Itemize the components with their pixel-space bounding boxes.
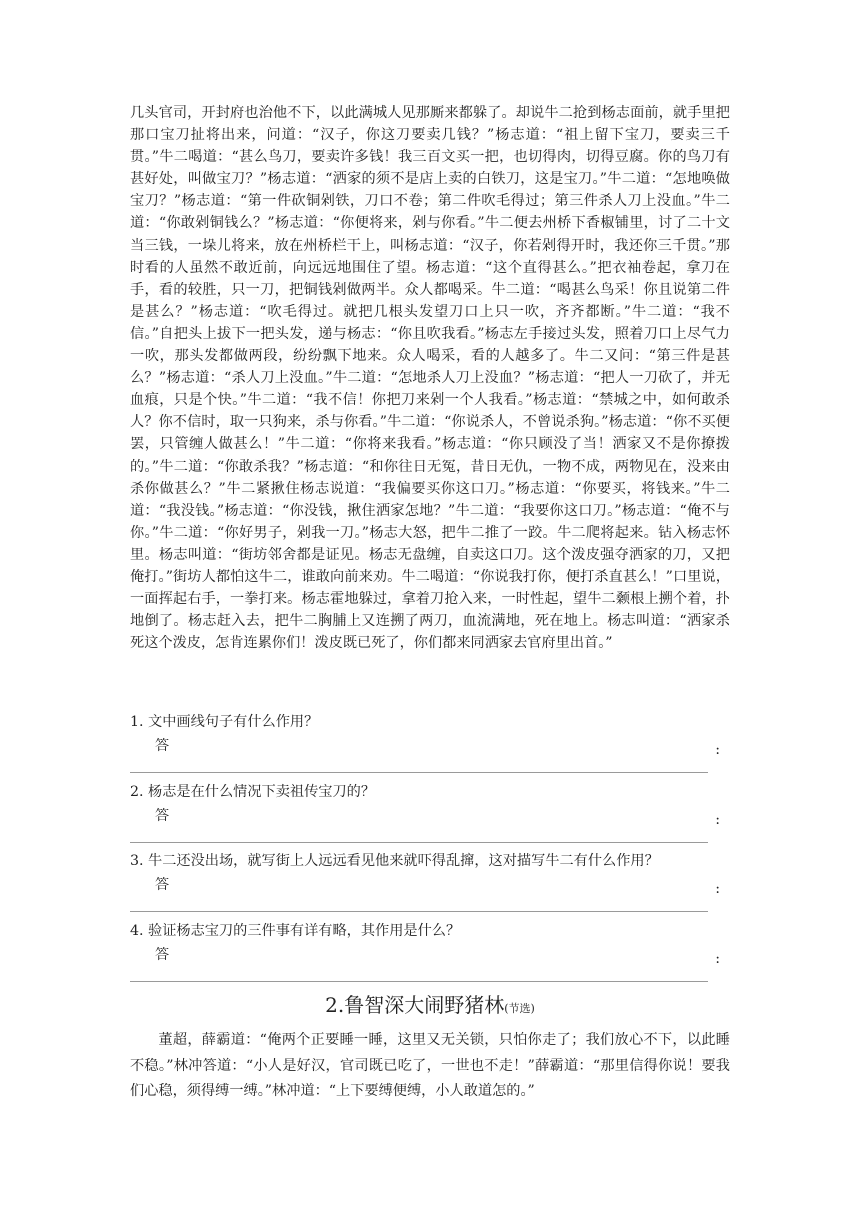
question-text: 4. 验证杨志宝刀的三件事有详有略，其作用是什么？	[130, 922, 461, 939]
answer-line[interactable]	[130, 911, 708, 912]
answer-colon: :	[715, 742, 720, 758]
answer-line[interactable]	[130, 981, 708, 982]
question-item	[130, 851, 730, 921]
answer-label: 答	[155, 738, 170, 754]
reading-passage	[130, 102, 730, 654]
answer-label: 答	[155, 946, 170, 963]
question-text: 3. 牛二还没出场，就写街上人远远看见他来就吓得乱撺，这对描写牛二有什么作用？	[130, 853, 659, 869]
answer-label: 答	[155, 807, 170, 824]
section-title-text: 2.鲁智深大闹野猪林	[325, 993, 505, 1017]
answer-line[interactable]	[130, 842, 708, 843]
answer-label: 答	[155, 877, 170, 893]
answer-colon: :	[715, 881, 720, 897]
section-subtitle: (节选)	[504, 1002, 535, 1015]
question-item	[130, 782, 730, 852]
question-text: 2. 杨志是在什么情况下卖祖传宝刀的？	[130, 783, 376, 800]
section-passage	[130, 1028, 730, 1105]
question-item	[130, 712, 730, 782]
answer-line[interactable]	[130, 772, 708, 773]
answer-colon: :	[715, 811, 720, 828]
question-text: 1. 文中画线句子有什么作用？	[130, 714, 319, 730]
passage-paragraph: 几头官司，开封府也治他不下，以此满城人见那厮来都躲了。却说牛二抢到杨志面前，就手里把那口宝刀扯将出来，问道：“汉子，你这刀要卖几钱？”杨志道：“祖上留下宝刀，要卖三千贯。”牛二喝道：“甚么鸟刀，要卖许多钱！我三百文买一把，也切得肉，切得豆腐。你的鸟刀有甚好处，叫做宝刀？”杨志道：“洒家的须不是店上卖的白铁刀，这是宝刀。”牛二道：“怎地唤做宝刀？”杨志道：“第一件砍铜剁铁，刀口不卷；第二件吹毛得过；第三件杀人刀上没血。”牛二道：“你敢剁铜钱么？”杨志道：“你便将来，剁与你看。”牛二便去州桥下香椒铺里，讨了二十文当三钱，一垛儿将来，放在州桥栏干上，叫杨志道：“汉子，你若剁得开时，我还你三千贯。”那时看的人虽然不敢近前，向远远地围住了望。杨志道：“这个直得甚么。”把衣袖卷起，拿刀在手，看的较胜，只一刀，把铜钱剁做两半。众人都喝采。牛二道：“喝甚么鸟采！你且说第二件是甚么？”杨志道：“吹毛得过。就把几根头发望刀口上只一吹，齐齐都断。”牛二道：“我不信。”自把头上拔下一把头发，递与杨志：“你且吹我看。”杨志左手接过头发，照着刀口上尽气力一吹，那头发都做两段，纷纷飘下地来。众人喝采，看的人越多了。牛二又问：“第三件是甚么？”杨志道：“杀人刀上没血。”牛二道：“怎地杀人刀上没血？”杨志道：“把人一刀砍了，并无血痕，只是个快。”牛二道：“我不信！你把刀来剁一个人我看。”杨志道：“禁城之中，如何敢杀人？你不信时，取一只狗来，杀与你看。”牛二道：“你说杀人，不曾说杀狗。”杨志道：“你不买便罢，只管缠人做甚么！”牛二道：“你将来我看。”杨志道：“你只顾没了当！洒家又不是你撩拨的。”牛二道：“你敢杀我？”杨志道：“和你往日无冤，昔日无仇，一物不成，两物见在，没来由杀你做甚么？”牛二紧揪住杨志说道：“我偏要买你这口刀。”杨志道：“你要买，将钱来。”牛二道：“我没钱。”杨志道：“你没钱，揪住洒家怎地？”牛二道：“我要你这口刀。”杨志道：“俺不与你。”牛二道：“你好男子，剁我一刀。”杨志大怒，把牛二推了一跤。牛二爬将起来。钻入杨志怀里。杨志叫道：“街坊邻舍都是证见。杨志无盘缠，自卖这口刀。这个泼皮强夺洒家的刀，又把俺打。”街坊人都怕这牛二，谁敢向前来劝。牛二喝道：“你说我打你，便打杀直甚么！”口里说，一面挥起右手，一拳打来。杨志霍地躲过，拿着刀抢入来，一时性起，望牛二颡根上搠个着，扑地倒了。杨志赶入去，把牛二胸脯上又连搠了两刀，血流满地，死在地上。杨志叫道：“洒家杀死这个泼皮，怎肯连累你们！泼皮既已死了，你们都来同洒家去官府里出首。”	[130, 105, 730, 652]
section-title	[0, 992, 860, 1022]
question-item	[130, 921, 730, 991]
section-paragraph: 董超，薛霸道：“俺两个正要睡一睡，这里又无关锁，只怕你走了；我们放心不下，以此睡不稳。”林冲答道：“小人是好汉，官司既已吃了，一世也不走！”薛霸道：“那里信得你说！要我们心稳，须得缚一缚。”林冲道：“上下要缚便缚，小人敢道怎的。”	[130, 1032, 730, 1099]
answer-colon: :	[715, 950, 720, 967]
question-list	[130, 712, 730, 990]
